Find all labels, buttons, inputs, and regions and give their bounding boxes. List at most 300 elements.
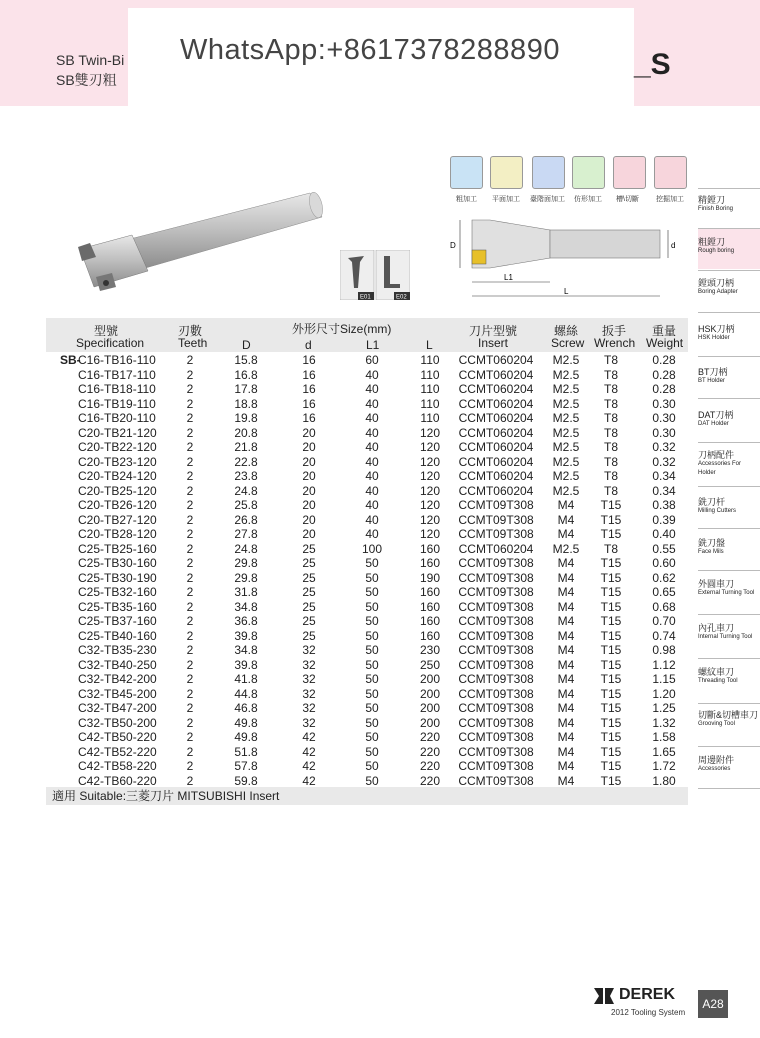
sidebar-item-bt-holder[interactable] — [698, 368, 760, 386]
cell-spec: C32-TB35-230 — [78, 643, 157, 657]
dim-label-D: D — [450, 241, 456, 250]
table-row — [46, 469, 688, 484]
cell-D: 34.8 — [234, 643, 258, 657]
cell-L: 220 — [419, 730, 441, 744]
cell-L1: 40 — [365, 483, 379, 498]
cell-spec: C20-TB21-120 — [78, 425, 157, 440]
cell-wrench: T8 — [603, 425, 618, 440]
table-row — [46, 542, 688, 557]
cell-L: 110 — [420, 396, 440, 411]
cell-d: 20 — [302, 527, 316, 541]
spec-prefix: SB- — [60, 353, 81, 367]
table-row — [46, 701, 688, 716]
cell-d: 32 — [302, 643, 316, 657]
cell-weight: 0.34 — [652, 469, 676, 483]
sidebar-item-sublabel: Accessories For Holder — [698, 461, 742, 476]
cell-spec: C20-TB22-120 — [78, 440, 157, 454]
cell-insert: CCMT060204 — [458, 483, 534, 498]
cell-screw: M4 — [557, 672, 575, 686]
cell-D: 31.8 — [234, 585, 258, 599]
sidebar-item-accessories[interactable] — [698, 756, 760, 774]
cell-D: 34.8 — [234, 599, 258, 614]
sidebar-item-external-turning[interactable] — [698, 580, 760, 598]
table-row — [46, 614, 688, 629]
cell-D: 39.8 — [234, 657, 258, 672]
cell-screw: M4 — [557, 585, 575, 599]
cell-teeth: 2 — [186, 512, 194, 527]
cell-insert: CCMT060204 — [458, 440, 534, 454]
cell-teeth: 2 — [186, 701, 194, 715]
sidebar-item-label: 螺紋車刀 — [698, 667, 735, 677]
cell-L1: 50 — [365, 556, 379, 570]
cell-L1: 40 — [365, 396, 379, 411]
cell-d: 25 — [302, 556, 316, 570]
cell-wrench: T15 — [600, 599, 622, 614]
header-spec-zh: 型號 — [94, 324, 119, 338]
cell-wrench: T15 — [600, 527, 622, 541]
header-insert-zh: 刀片型號 — [469, 324, 518, 338]
sidebar-item-sublabel: Face Mils — [698, 549, 724, 555]
cell-L: 120 — [419, 512, 441, 527]
cell-weight: 1.58 — [652, 730, 676, 744]
cell-D: 21.8 — [234, 440, 258, 454]
cell-d: 32 — [302, 657, 316, 672]
sidebar-item-face-mills[interactable] — [698, 539, 760, 557]
cell-spec: C25-TB32-160 — [78, 585, 157, 599]
cell-screw: M2.5 — [552, 353, 580, 367]
sidebar-item-threading-tool[interactable] — [698, 668, 760, 686]
cell-screw: M4 — [557, 512, 575, 527]
cell-spec: C25-TB37-160 — [78, 614, 157, 628]
cell-wrench: T8 — [603, 396, 618, 411]
cell-spec: C16-TB19-110 — [78, 396, 156, 411]
cell-insert: CCMT09T308 — [458, 744, 534, 759]
cell-insert: CCMT09T308 — [458, 759, 534, 773]
cell-spec: C25-TB30-190 — [78, 570, 157, 585]
cell-screw: M4 — [557, 614, 575, 628]
cell-L: 220 — [419, 759, 441, 773]
cell-teeth: 2 — [186, 425, 194, 440]
cell-L: 120 — [419, 440, 441, 454]
sidebar-item-rough-boring[interactable] — [698, 229, 760, 269]
cell-weight: 0.28 — [652, 353, 676, 367]
cell-L: 120 — [419, 527, 441, 541]
table-row — [46, 527, 688, 542]
cell-L: 160 — [419, 585, 441, 599]
op-label-face: 平面加工 — [492, 196, 520, 203]
cell-teeth: 2 — [186, 382, 194, 396]
sidebar-item-sublabel: Accessories — [698, 766, 731, 772]
cell-D: 49.8 — [234, 730, 258, 744]
cell-spec: C20-TB27-120 — [78, 512, 157, 527]
cell-d: 20 — [302, 512, 316, 527]
op-label-groove: 槽\切斷 — [616, 196, 639, 203]
cell-spec: C20-TB26-120 — [78, 498, 157, 512]
dim-label-L1: L1 — [504, 273, 513, 282]
table-row — [46, 585, 688, 600]
sidebar-item-sublabel: BT Holder — [698, 378, 725, 384]
cell-wrench: T15 — [600, 498, 622, 512]
cell-screw: M2.5 — [552, 382, 580, 396]
table-row — [46, 759, 688, 774]
cell-weight: 1.20 — [652, 686, 676, 701]
cell-screw: M4 — [557, 701, 575, 715]
sidebar-divider — [698, 570, 760, 571]
cell-teeth: 2 — [186, 759, 194, 773]
cell-D: 18.8 — [234, 396, 258, 411]
sidebar-divider — [698, 703, 760, 704]
header-L1: L1 — [366, 338, 380, 352]
cell-teeth: 2 — [186, 599, 194, 614]
cell-D: 24.8 — [234, 541, 258, 556]
cell-L: 110 — [420, 411, 440, 425]
sidebar-item-label: 精鏜刀 — [698, 195, 726, 205]
table-row — [46, 774, 688, 789]
cell-L: 200 — [419, 686, 441, 701]
cell-d: 20 — [302, 425, 316, 440]
cell-insert: CCMT09T308 — [458, 643, 534, 657]
cell-spec: C32-TB45-200 — [78, 686, 157, 701]
cell-wrench: T15 — [600, 701, 622, 715]
cell-wrench: T15 — [600, 744, 622, 759]
cell-teeth: 2 — [186, 628, 194, 643]
cell-L: 160 — [419, 556, 441, 570]
cell-L1: 40 — [365, 411, 379, 425]
screw-wrench-image — [340, 250, 410, 300]
cell-weight: 0.55 — [652, 541, 676, 556]
cell-L1: 40 — [365, 527, 379, 541]
cell-spec: C20-TB28-120 — [78, 527, 157, 541]
cell-screw: M4 — [557, 599, 575, 614]
table-row — [46, 498, 688, 513]
cell-spec: C32-TB50-200 — [78, 715, 157, 730]
cell-teeth: 2 — [186, 396, 194, 411]
header-weight-en: Weight — [646, 336, 684, 350]
cell-L: 160 — [419, 614, 441, 628]
cell-screw: M2.5 — [552, 483, 580, 498]
cell-L1: 50 — [365, 759, 379, 773]
sidebar-item-label: 外圓車刀 — [698, 579, 735, 589]
op-label-shoulder: 臺階面加工 — [530, 196, 565, 203]
brand-logo: DEREK — [619, 986, 676, 1003]
table-row — [46, 556, 688, 571]
rough-machining-icon — [450, 156, 483, 189]
cell-teeth: 2 — [186, 585, 194, 599]
cell-d: 25 — [302, 628, 316, 643]
watermark-text: WhatsApp:+8617378288890 — [180, 34, 560, 66]
table-row — [46, 397, 688, 412]
table-row — [46, 745, 688, 760]
cell-weight: 0.62 — [652, 570, 676, 585]
header-weight-zh: 重量 — [652, 324, 677, 338]
cell-teeth: 2 — [186, 556, 194, 570]
cell-wrench: T8 — [603, 469, 618, 483]
header-band-right — [692, 0, 760, 106]
cell-insert: CCMT09T308 — [458, 701, 534, 715]
cell-insert: CCMT09T308 — [458, 556, 534, 570]
cell-insert: CCMT09T308 — [458, 570, 534, 585]
cell-wrench: T15 — [600, 614, 622, 628]
sidebar-divider — [698, 188, 760, 189]
sidebar-item-holder-accessories[interactable] — [698, 451, 760, 478]
cell-wrench: T8 — [603, 483, 618, 498]
dim-label-L: L — [564, 287, 569, 296]
table-row — [46, 411, 688, 426]
table-row — [46, 571, 688, 586]
table-row — [46, 658, 688, 673]
cell-D: 41.8 — [234, 672, 258, 686]
cell-screw: M4 — [557, 556, 575, 570]
cell-insert: CCMT09T308 — [458, 512, 534, 527]
dim-label-d: d — [671, 241, 676, 250]
sidebar-item-boring-adapter[interactable] — [698, 279, 760, 297]
cell-L1: 60 — [365, 353, 379, 367]
cell-D: 29.8 — [234, 556, 258, 570]
op-label-rough: 粗加工 — [456, 196, 477, 203]
cell-spec: C32-TB47-200 — [78, 701, 157, 715]
cell-screw: M2.5 — [552, 396, 580, 411]
cell-weight: 0.34 — [652, 483, 676, 498]
sidebar-item-label: 鏜頭刀柄 — [698, 278, 735, 288]
header-D: D — [242, 338, 251, 352]
cell-insert: CCMT060204 — [458, 411, 534, 425]
table-row — [46, 368, 688, 383]
cell-d: 25 — [302, 614, 316, 628]
cell-weight: 0.65 — [652, 585, 676, 599]
cell-weight: 0.68 — [652, 599, 676, 614]
sidebar-item-label: BT刀柄 — [698, 367, 728, 377]
header-wrench-en: Wrench — [594, 336, 636, 350]
table-row — [46, 455, 688, 470]
sidebar-divider — [698, 270, 760, 271]
cell-teeth: 2 — [186, 570, 194, 585]
cell-L: 110 — [420, 382, 440, 396]
header-L: L — [426, 338, 433, 352]
grooving-icon — [613, 156, 646, 189]
sidebar-item-milling-cutters[interactable] — [698, 498, 760, 516]
sidebar-divider — [698, 746, 760, 747]
cell-weight: 0.28 — [652, 382, 676, 396]
header-teeth-en: Teeth — [178, 336, 208, 350]
cell-L: 120 — [419, 425, 441, 440]
cell-d: 42 — [302, 744, 316, 759]
cell-L1: 40 — [365, 469, 379, 483]
cell-screw: M4 — [557, 628, 575, 643]
sidebar-item-sublabel: Milling Cutters — [698, 508, 737, 514]
cell-spec: C25-TB25-160 — [78, 541, 157, 556]
cell-D: 36.8 — [234, 614, 258, 628]
cell-spec: C42-TB52-220 — [78, 744, 157, 759]
cell-teeth: 2 — [186, 541, 194, 556]
sidebar-divider — [698, 442, 760, 443]
cell-d: 25 — [302, 541, 316, 556]
sidebar-item-sublabel: Boring Adapter — [698, 289, 738, 295]
sidebar-divider — [698, 486, 760, 487]
cell-L: 110 — [420, 367, 440, 382]
cell-weight: 1.12 — [652, 657, 676, 672]
cell-d: 32 — [302, 715, 316, 730]
sidebar-divider — [698, 788, 760, 789]
cell-insert: CCMT09T308 — [458, 773, 534, 788]
cell-wrench: T15 — [600, 773, 622, 788]
cell-spec: C25-TB30-160 — [78, 556, 157, 570]
cell-D: 27.8 — [234, 527, 258, 541]
cell-screw: M2.5 — [552, 411, 580, 425]
sidebar-item-label: HSK刀柄 — [698, 324, 735, 334]
sidebar-item-label: 刀柄配件 — [698, 450, 735, 460]
cell-teeth: 2 — [186, 744, 194, 759]
cell-L1: 50 — [365, 730, 379, 744]
cell-insert: CCMT09T308 — [458, 628, 534, 643]
cell-D: 46.8 — [234, 701, 258, 715]
cell-D: 29.8 — [234, 570, 258, 585]
cell-L: 120 — [419, 454, 441, 469]
cell-wrench: T8 — [603, 541, 618, 556]
cell-weight: 0.70 — [652, 614, 676, 628]
header-screw-en: Screw — [551, 336, 585, 350]
cell-spec: C20-TB24-120 — [78, 469, 157, 483]
cell-spec: C32-TB42-200 — [78, 672, 157, 686]
cell-d: 20 — [302, 454, 316, 469]
sidebar-item-internal-turning[interactable] — [698, 624, 760, 642]
cell-teeth: 2 — [186, 367, 194, 382]
face-machining-icon — [490, 156, 523, 189]
cell-spec: C25-TB35-160 — [78, 599, 157, 614]
cell-L: 250 — [419, 657, 441, 672]
cell-L1: 40 — [365, 425, 379, 440]
cell-D: 44.8 — [234, 686, 258, 701]
cell-D: 25.8 — [234, 498, 258, 512]
cell-spec: C16-TB20-110 — [78, 411, 156, 425]
cell-insert: CCMT060204 — [458, 454, 534, 469]
cell-wrench: T15 — [600, 730, 622, 744]
cell-L: 120 — [419, 483, 441, 498]
cell-spec: C32-TB40-250 — [78, 657, 157, 672]
cell-L: 110 — [420, 353, 440, 367]
cell-L: 200 — [419, 715, 441, 730]
profiling-icon — [572, 156, 605, 189]
cell-teeth: 2 — [186, 686, 194, 701]
cell-weight: 0.30 — [652, 425, 676, 440]
cell-insert: CCMT09T308 — [458, 730, 534, 744]
cell-insert: CCMT060204 — [458, 425, 534, 440]
cell-insert: CCMT060204 — [458, 396, 534, 411]
cell-D: 49.8 — [234, 715, 258, 730]
table-row — [46, 716, 688, 731]
screw-label-e01: E01 — [360, 294, 371, 300]
cell-weight: 0.74 — [652, 628, 676, 643]
cell-L: 220 — [419, 744, 441, 759]
cell-L: 220 — [419, 773, 441, 788]
cell-teeth: 2 — [186, 527, 194, 541]
cell-weight: 0.30 — [652, 411, 676, 425]
cell-L1: 50 — [365, 570, 379, 585]
cell-spec: C16-TB18-110 — [78, 382, 156, 396]
cell-d: 20 — [302, 483, 316, 498]
sidebar-divider — [698, 658, 760, 659]
cell-screw: M2.5 — [552, 541, 580, 556]
cell-d: 42 — [302, 730, 316, 744]
sidebar-item-label: 銑刀杆 — [698, 497, 726, 507]
sidebar-divider — [698, 528, 760, 529]
header-screw-zh: 螺絲 — [554, 324, 579, 338]
sidebar-item-label: 周邊附件 — [698, 755, 735, 765]
cell-insert: CCMT09T308 — [458, 614, 534, 628]
sidebar-item-sublabel: External Turning Tool — [698, 590, 755, 596]
sidebar-item-dat-holder[interactable] — [698, 411, 760, 429]
operation-icons — [450, 156, 690, 206]
brand-subtitle: 2012 Tooling System — [611, 1008, 686, 1017]
cell-insert: CCMT060204 — [458, 541, 534, 556]
cell-L: 160 — [419, 541, 441, 556]
sidebar-item-hsk-holder[interactable] — [698, 325, 760, 343]
cell-L: 120 — [419, 498, 441, 512]
cell-D: 23.8 — [234, 469, 258, 483]
pocketing-icon — [654, 156, 687, 189]
cell-d: 25 — [302, 570, 316, 585]
table-row — [46, 513, 688, 528]
cell-wrench: T15 — [600, 628, 622, 643]
table-row — [46, 440, 688, 455]
cell-screw: M4 — [557, 715, 575, 730]
table-row — [46, 426, 688, 441]
cell-screw: M4 — [557, 686, 575, 701]
table-header — [46, 318, 688, 352]
cell-d: 32 — [302, 701, 316, 715]
cell-teeth: 2 — [186, 454, 194, 469]
sidebar-item-label: 粗鏜刀 — [698, 237, 726, 247]
cell-L: 120 — [419, 469, 441, 483]
tool-image — [70, 187, 330, 307]
table-row — [46, 672, 688, 687]
cell-weight: 0.32 — [652, 440, 676, 454]
cell-D: 16.8 — [234, 367, 258, 382]
cell-insert: CCMT060204 — [458, 353, 534, 367]
screw-label-e02: E02 — [396, 294, 407, 300]
cell-screw: M4 — [557, 744, 575, 759]
sidebar-item-sublabel: Finish Boring — [698, 206, 734, 212]
cell-weight: 0.30 — [652, 396, 676, 411]
sidebar-item-label: 切斷&切槽車刀 — [698, 710, 759, 720]
op-label-profile: 仿形加工 — [574, 196, 602, 203]
cell-L1: 50 — [365, 614, 379, 628]
cell-L: 160 — [419, 599, 441, 614]
cell-screw: M4 — [557, 643, 575, 657]
cell-wrench: T8 — [603, 382, 618, 396]
cell-L1: 50 — [365, 701, 379, 715]
sidebar-item-finish-boring[interactable] — [698, 196, 760, 214]
header-size-zh: 外形尺寸Size(mm) — [292, 322, 392, 336]
cell-d: 16 — [302, 411, 316, 425]
cell-insert: CCMT09T308 — [458, 498, 534, 512]
cell-d: 25 — [302, 585, 316, 599]
cell-wrench: T15 — [600, 643, 622, 657]
cell-teeth: 2 — [186, 411, 194, 425]
sidebar-item-grooving-tool[interactable] — [698, 711, 760, 729]
cell-insert: CCMT060204 — [458, 469, 534, 483]
cell-screw: M2.5 — [552, 440, 580, 454]
sidebar-item-label: 內孔車刀 — [698, 623, 735, 633]
cell-D: 51.8 — [234, 744, 258, 759]
sidebar-item-sublabel: Grooving Tool — [698, 721, 735, 727]
cell-screw: M4 — [557, 759, 575, 773]
sidebar-divider — [698, 312, 760, 313]
sidebar-item-sublabel: Rough boring — [698, 248, 735, 254]
cell-teeth: 2 — [186, 672, 194, 686]
cell-L1: 40 — [365, 454, 379, 469]
cell-wrench: T8 — [603, 367, 618, 382]
cell-insert: CCMT09T308 — [458, 527, 534, 541]
